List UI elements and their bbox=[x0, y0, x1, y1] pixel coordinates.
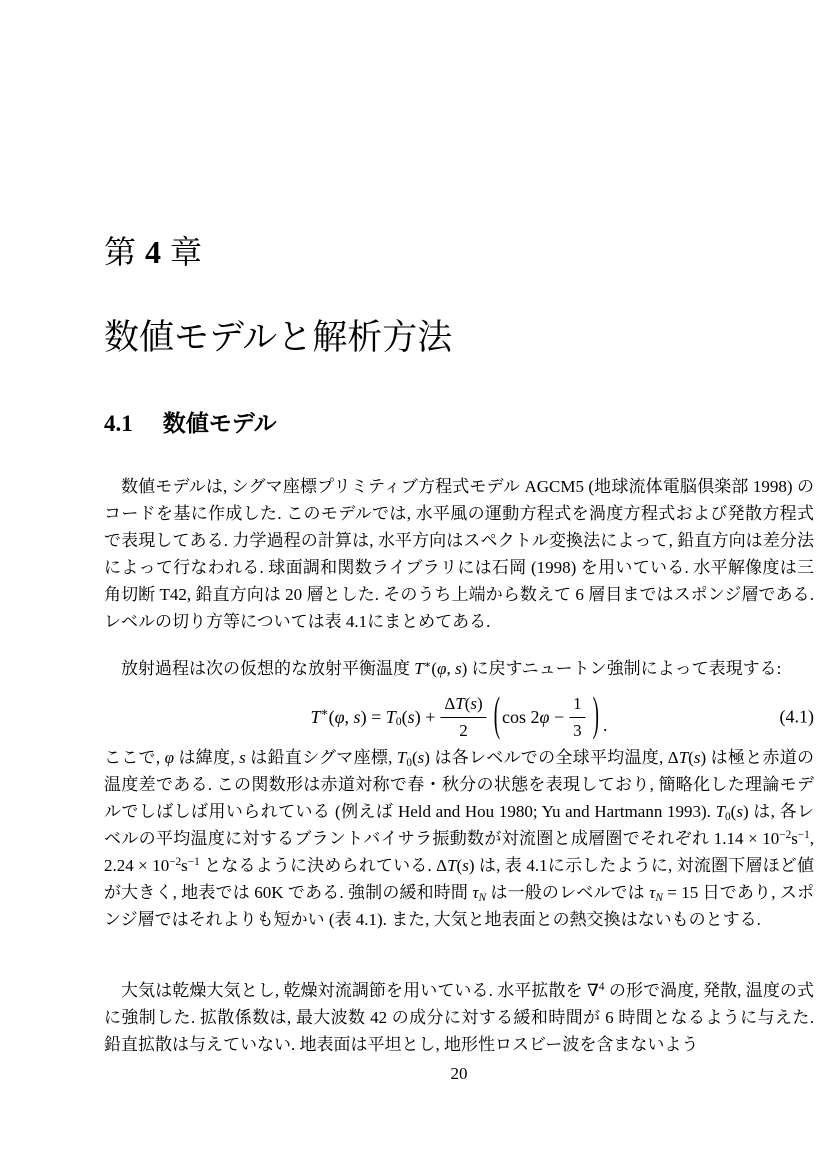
equation-inner: cos 2φ − bbox=[502, 706, 565, 727]
fraction-numerator: ΔT(s) bbox=[440, 693, 486, 717]
chapter-label-prefix: 第 bbox=[104, 234, 137, 270]
fraction-numerator: 1 bbox=[569, 693, 586, 717]
display-equation-row bbox=[104, 688, 814, 746]
equation-4-1 bbox=[310, 688, 607, 746]
fraction-denominator: 2 bbox=[459, 720, 468, 740]
equation-fraction-one-third bbox=[569, 693, 586, 741]
equation-fraction-deltaT bbox=[440, 693, 486, 741]
equation-number: (4.1) bbox=[779, 706, 814, 727]
fraction-denominator: 3 bbox=[573, 720, 582, 740]
equation-period: . bbox=[603, 714, 608, 735]
section-heading bbox=[104, 410, 277, 438]
chapter-title: 数値モデルと解析方法 bbox=[104, 318, 453, 357]
chapter-label bbox=[104, 234, 202, 271]
body-paragraph-1: 数値モデルは, シグマ座標プリミティブ方程式モデル AGCM5 (地球流体電脳倶楽部 1998) のコードを基に作成した. このモデルでは, 水平風の運動方程式を渦度方程式および発散方程式で表現してある. 力学過程の計算は, 水平方向はスペクトル変換法によって, 鉛直方向は差分法によって行なわれる. 球面調和関数ライブラリには石岡 (1998) を用いている. 水平解像度は三角切断 T42, 鉛直方向は 20 層とした. そのうち上端から数えて 6 層目まではスポンジ層である. レベルの切り方等については表 4.1にまとめてある. bbox=[104, 477, 814, 631]
open-paren: ( bbox=[493, 689, 501, 742]
equation-lhs: T∗(φ, $s) = T_0(s)$ + bbox=[310, 704, 436, 729]
body-paragraph-2: 放射過程は次の仮想的な放射平衡温度 T∗(φ, s) に戻すニュートン強制によって表現する: bbox=[121, 658, 782, 678]
body-paragraph-3: ここで, φ は緯度, s は鉛直シグマ座標, $T_0(s)$ は各レベルでの全球平均温度, ΔT(s) は極と赤道の温度差である. この関数形は赤道対称で春・秋分の状態を表現しており, 簡略化した理論モデルでしばしば用いられている (例えば Held and Hou 1980; Yu and Hartmann 1993). $T_0(s)$ は, 各レベルの平均温度に対するブラントバイサラ振動数が対流圏と成層圏でそれぞれ $1.14 \times 10^{-2}s^{-1}$, $2.24 \times 10^{-2}s^{-1}$ となるように決められている. ΔT(s) は, 表 4.1に示したように, 対流圏下層ほど値が大きく, 地表では 60K である. 強制の緩和時間 $\tau_N$ は一般のレベルでは $\tau_N = 15$ 日であり, スポンジ層ではそれよりも短かい (表 4.1). また, 大気と地表面との熱交換はないものとする. bbox=[104, 748, 815, 929]
section-title: 数値モデル bbox=[162, 410, 277, 436]
chapter-label-suffix: 章 bbox=[170, 234, 203, 270]
body-paragraph-4: 大気は乾燥大気とし, 乾燥対流調節を用いている. 水平拡散を ∇$^4$ の形で渦度, 発散, 温度の式に強制した. 拡散係数は, 最大波数 42 の成分に対する緩和時間が 6 時間となるように与えた. 鉛直拡散は与えていない. 地表面は平坦とし, 地形性ロスビー波を含まないよう bbox=[104, 980, 815, 1054]
section-number: 4.1 bbox=[104, 411, 133, 436]
close-paren: ) bbox=[592, 689, 600, 742]
page-number: 20 bbox=[450, 1064, 468, 1083]
chapter-number: 4 bbox=[145, 234, 162, 270]
